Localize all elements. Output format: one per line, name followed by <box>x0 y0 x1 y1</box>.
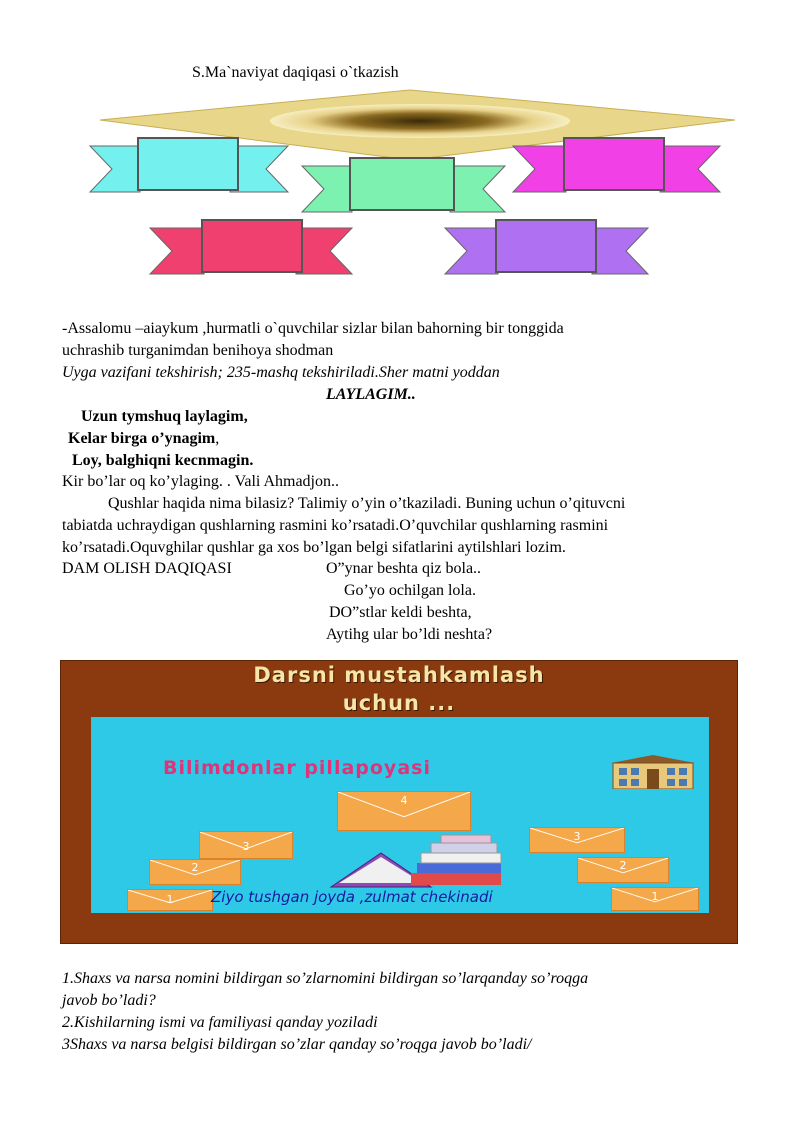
envelope-2-right <box>577 857 669 883</box>
school-building-icon <box>611 755 695 789</box>
ribbon-banner-illustration <box>80 88 740 288</box>
question-2: 2.Kishilarning ismi va familiyasi qanday yoziladi <box>62 1014 378 1031</box>
paragraph-line-3: ko’rsatadi.Oquvghilar qushlar ga xos bo’lgan belgi sifatlarini aytilshlari lozim. <box>62 539 566 556</box>
envelope-2-right-number: 2 <box>619 859 627 872</box>
gold-oval-shape <box>270 104 570 138</box>
rest-minute-label: DAM OLISH DAQIQASI <box>62 560 232 577</box>
rest-poem-line-1: O”ynar beshta qiz bola.. <box>326 560 482 577</box>
envelope-4-number: 4 <box>400 794 408 807</box>
poem-line-1: Uzun tymshuq laylagim, <box>81 408 248 425</box>
ribbon-purple <box>445 220 648 274</box>
rest-poem-line-2: Go’yo ochilgan lola. <box>344 582 476 599</box>
page-title: S.Ma`naviyat daqiqasi o`tkazish <box>192 64 399 81</box>
envelope-1-right-number: 1 <box>651 890 659 903</box>
envelope-2-left-number: 2 <box>191 861 199 874</box>
slide-panel <box>91 717 709 913</box>
poem-line-2-comma: , <box>215 430 220 447</box>
ribbon-green <box>302 158 505 212</box>
slide-title: Darsni mustahkamlash uchun ... <box>253 663 545 715</box>
greeting-line-2: uchrashib turganimdan benihoya shodman <box>62 342 334 359</box>
envelope-1-right <box>611 887 699 911</box>
books-stack-icon <box>321 833 511 889</box>
envelope-4 <box>337 791 471 831</box>
slide-subtitle: Bilimdonlar pillapoyasi <box>163 757 431 779</box>
poem-line-3: Loy, balghiqni kecnmagin. <box>72 452 254 469</box>
question-3: 3Shaxs va narsa belgisi bildirgan so’zlar qanday so’roqga javob bo’ladi/ <box>62 1036 532 1053</box>
envelope-3-right <box>529 827 625 853</box>
envelope-3-right-number: 3 <box>573 830 581 843</box>
envelope-3-left-number: 3 <box>242 840 250 853</box>
ribbon-red <box>150 220 352 274</box>
poem-line-2 <box>68 428 219 450</box>
slide-motto: Ziyo tushgan joyda ,zulmat chekinadi <box>211 888 493 906</box>
paragraph-line-2: tabiatda uchraydigan qushlarning rasmini ko’rsatadi.O’quvchilar qushlarning rasmini <box>62 517 609 534</box>
lesson-slide-image <box>60 660 738 944</box>
homework-line: Uyga vazifani tekshirish; 235-mashq tekshiriladi.Sher matni yoddan <box>62 364 500 381</box>
ribbon-cyan <box>90 138 288 192</box>
envelope-1-left-number: 1 <box>166 893 174 906</box>
poem-title: LAYLAGIM.. <box>326 386 416 403</box>
envelope-2-left <box>149 859 241 885</box>
envelope-3-left <box>199 831 293 859</box>
ribbon-magenta <box>513 138 720 192</box>
rest-poem-line-4: Aytihg ular bo’ldi neshta? <box>326 626 493 643</box>
question-1-line-1: 1.Shaxs va narsa nomini bildirgan so’zlarnomini bildirgan so’larqanday so’roqga <box>62 970 589 987</box>
rest-poem-line-3: DO”stlar keldi beshta, <box>329 604 472 621</box>
question-1-line-2: javob bo’ladi? <box>62 992 156 1009</box>
greeting-line-1: -Assalomu –aiaykum ,hurmatli o`quvchilar sizlar bilan bahorning bir tonggida <box>62 320 564 337</box>
poem-line-2-text: Kelar birga o’ynagim <box>68 430 216 447</box>
paragraph-line-1: Qushlar haqida nima bilasiz? Talimiy o’yin o’tkaziladi. Buning uchun o’qituvcni <box>108 495 626 512</box>
poem-author-line: Kir bo’lar oq ko’ylaging. . Vali Ahmadjon.. <box>62 473 339 490</box>
envelope-1-left <box>127 889 213 911</box>
